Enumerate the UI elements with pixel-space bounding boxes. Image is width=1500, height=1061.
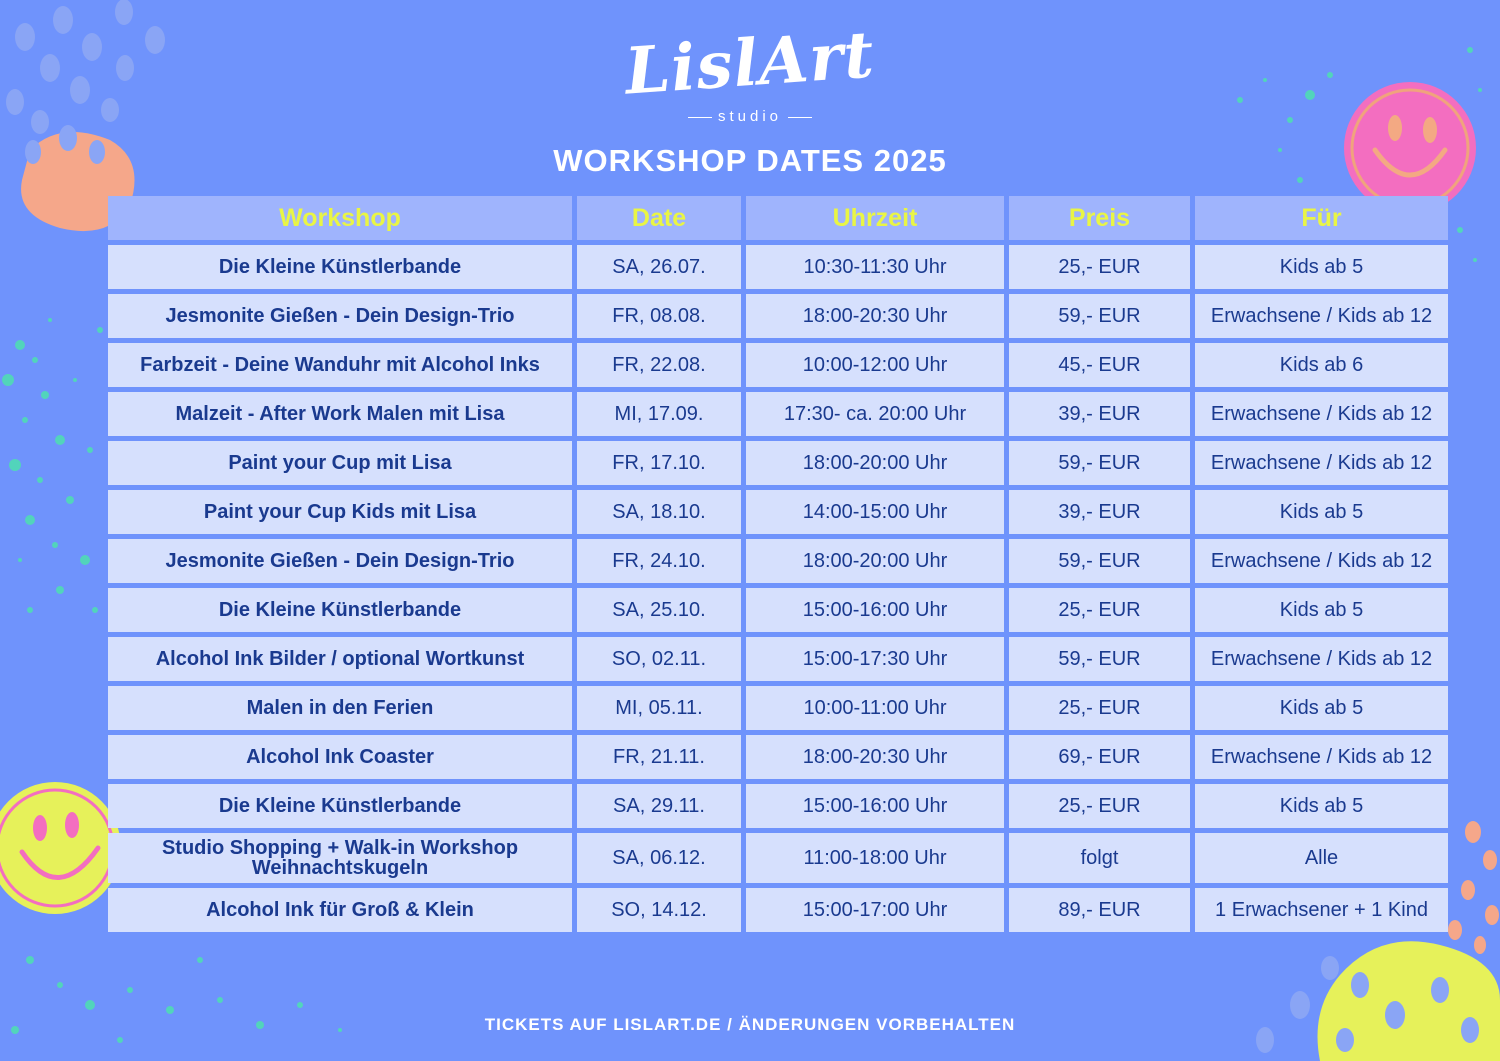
cell-date: SA, 18.10. <box>577 490 741 534</box>
cell-time: 18:00-20:30 Uhr <box>746 294 1004 338</box>
table-row <box>108 490 1448 534</box>
table-row <box>108 784 1448 828</box>
cell-audience: Erwachsene / Kids ab 12 <box>1195 637 1448 681</box>
cell-time: 18:00-20:00 Uhr <box>746 539 1004 583</box>
cell-audience: Erwachsene / Kids ab 12 <box>1195 294 1448 338</box>
cell-price: folgt <box>1009 833 1190 883</box>
cell-price: 25,- EUR <box>1009 686 1190 730</box>
page-title: WORKSHOP DATES 2025 <box>553 143 947 178</box>
cell-price: 25,- EUR <box>1009 245 1190 289</box>
cell-workshop: Alcohol Ink Bilder / optional Wortkunst <box>108 637 572 681</box>
table-row <box>108 588 1448 632</box>
cell-workshop: Malzeit - After Work Malen mit Lisa <box>108 392 572 436</box>
cell-time: 14:00-15:00 Uhr <box>746 490 1004 534</box>
table-row <box>108 343 1448 387</box>
cell-price: 59,- EUR <box>1009 539 1190 583</box>
cell-workshop: Studio Shopping + Walk-in Workshop Weihnachtskugeln <box>108 833 572 883</box>
cell-audience: 1 Erwachsener + 1 Kind <box>1195 888 1448 932</box>
brand-sub <box>0 108 1500 125</box>
cell-workshop: Malen in den Ferien <box>108 686 572 730</box>
cell-price: 25,- EUR <box>1009 784 1190 828</box>
table-body <box>108 245 1448 932</box>
cell-audience: Kids ab 5 <box>1195 784 1448 828</box>
cell-workshop: Jesmonite Gießen - Dein Design-Trio <box>108 539 572 583</box>
brand-name: LislArt <box>622 17 878 110</box>
cell-date: FR, 21.11. <box>577 735 741 779</box>
cell-date: SA, 29.11. <box>577 784 741 828</box>
workshop-table <box>103 191 1453 937</box>
cell-audience: Kids ab 5 <box>1195 490 1448 534</box>
cell-price: 89,- EUR <box>1009 888 1190 932</box>
cell-workshop: Jesmonite Gießen - Dein Design-Trio <box>108 294 572 338</box>
yellow-blob <box>1318 941 1500 1061</box>
cell-date: SA, 06.12. <box>577 833 741 883</box>
header-time: Uhrzeit <box>746 196 1004 240</box>
cell-workshop: Paint your Cup mit Lisa <box>108 441 572 485</box>
table-row <box>108 833 1448 883</box>
cell-price: 39,- EUR <box>1009 392 1190 436</box>
header-workshop: Workshop <box>108 196 572 240</box>
bottom-right-dots <box>1256 956 1479 1053</box>
brand-sub-text: studio <box>717 108 783 125</box>
cell-time: 10:00-12:00 Uhr <box>746 343 1004 387</box>
header-audience: Für <box>1195 196 1448 240</box>
cell-workshop: Paint your Cup Kids mit Lisa <box>108 490 572 534</box>
cell-audience: Alle <box>1195 833 1448 883</box>
cell-time: 15:00-16:00 Uhr <box>746 588 1004 632</box>
cell-time: 10:00-11:00 Uhr <box>746 686 1004 730</box>
cell-time: 18:00-20:00 Uhr <box>746 441 1004 485</box>
cell-workshop: Farbzeit - Deine Wanduhr mit Alcohol Inks <box>108 343 572 387</box>
orange-dots <box>1448 821 1499 954</box>
table-row <box>108 686 1448 730</box>
cell-audience: Erwachsene / Kids ab 12 <box>1195 392 1448 436</box>
cell-price: 39,- EUR <box>1009 490 1190 534</box>
cell-price: 59,- EUR <box>1009 294 1190 338</box>
cell-time: 18:00-20:30 Uhr <box>746 735 1004 779</box>
cell-date: FR, 22.08. <box>577 343 741 387</box>
table-row <box>108 735 1448 779</box>
table-header-row <box>108 196 1448 240</box>
cell-workshop: Die Kleine Künstlerbande <box>108 588 572 632</box>
cell-audience: Erwachsene / Kids ab 12 <box>1195 735 1448 779</box>
cell-time: 10:30-11:30 Uhr <box>746 245 1004 289</box>
cell-audience: Erwachsene / Kids ab 12 <box>1195 539 1448 583</box>
cell-price: 45,- EUR <box>1009 343 1190 387</box>
cell-workshop: Die Kleine Künstlerbande <box>108 784 572 828</box>
cell-time: 17:30- ca. 20:00 Uhr <box>746 392 1004 436</box>
cell-date: MI, 05.11. <box>577 686 741 730</box>
cell-date: FR, 08.08. <box>577 294 741 338</box>
cell-price: 59,- EUR <box>1009 637 1190 681</box>
cell-workshop: Die Kleine Künstlerbande <box>108 245 572 289</box>
header-price: Preis <box>1009 196 1190 240</box>
cell-date: FR, 17.10. <box>577 441 741 485</box>
footer-note: TICKETS AUF LISLART.DE / ÄNDERUNGEN VORBEHALTEN <box>484 1015 1016 1034</box>
cell-date: SA, 25.10. <box>577 588 741 632</box>
cell-time: 15:00-17:00 Uhr <box>746 888 1004 932</box>
cell-date: SO, 02.11. <box>577 637 741 681</box>
cell-time: 15:00-16:00 Uhr <box>746 784 1004 828</box>
cell-price: 59,- EUR <box>1009 441 1190 485</box>
header-date: Date <box>577 196 741 240</box>
cell-time: 15:00-17:30 Uhr <box>746 637 1004 681</box>
cell-date: SO, 14.12. <box>577 888 741 932</box>
cell-workshop: Alcohol Ink Coaster <box>108 735 572 779</box>
cell-workshop: Alcohol Ink für Groß & Klein <box>108 888 572 932</box>
cell-price: 25,- EUR <box>1009 588 1190 632</box>
table-row <box>108 294 1448 338</box>
brand-logo <box>0 17 1500 125</box>
cell-audience: Kids ab 5 <box>1195 588 1448 632</box>
table-row <box>108 245 1448 289</box>
table-row <box>108 539 1448 583</box>
cell-date: FR, 24.10. <box>577 539 741 583</box>
table-row <box>108 888 1448 932</box>
cell-audience: Kids ab 6 <box>1195 343 1448 387</box>
cell-date: SA, 26.07. <box>577 245 741 289</box>
cell-audience: Kids ab 5 <box>1195 686 1448 730</box>
table-row <box>108 441 1448 485</box>
cell-price: 69,- EUR <box>1009 735 1190 779</box>
cell-audience: Kids ab 5 <box>1195 245 1448 289</box>
table-row <box>108 392 1448 436</box>
cell-audience: Erwachsene / Kids ab 12 <box>1195 441 1448 485</box>
cell-date: MI, 17.09. <box>577 392 741 436</box>
table-row <box>108 637 1448 681</box>
cell-time: 11:00-18:00 Uhr <box>746 833 1004 883</box>
